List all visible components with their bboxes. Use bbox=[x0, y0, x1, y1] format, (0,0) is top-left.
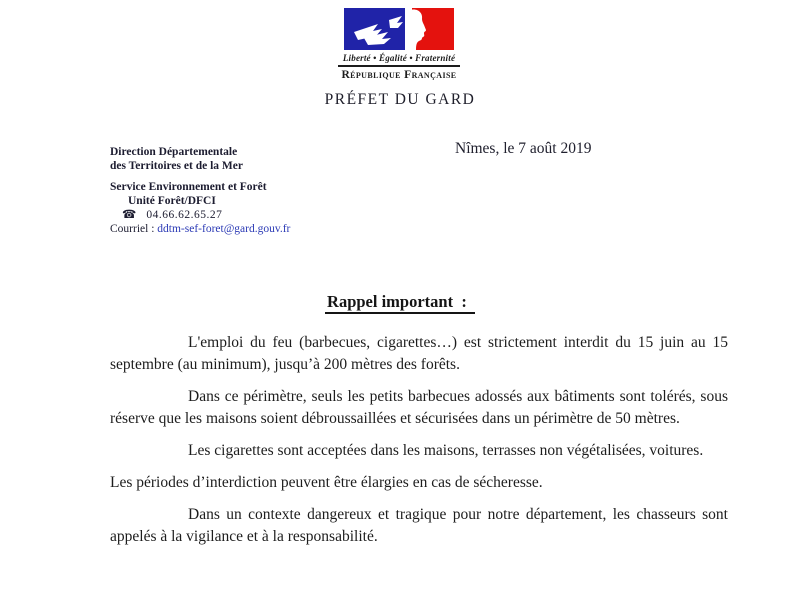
sender-direction-line2: des Territoires et de la Mer bbox=[110, 160, 243, 172]
letter-dateline: Nîmes, le 7 août 2019 bbox=[455, 140, 592, 157]
body-paragraph: Les périodes d’interdiction peuvent être élargies en cas de sécheresse. bbox=[110, 474, 543, 491]
sender-unit: Unité Forêt/DFCI bbox=[128, 195, 216, 207]
body-paragraph: Les cigarettes sont acceptées dans les maisons, terrasses non végétalisées, voitures. bbox=[188, 442, 704, 459]
sender-email-line bbox=[110, 223, 290, 235]
sender-phone-number: 04.66.62.65.27 bbox=[146, 209, 223, 221]
body-paragraph: L'emploi du feu (barbecues, cigarettes…) est strictement interdit du 15 juin au 15 septembre (au minimum), jusqu’à 200 mètres des forêts. bbox=[110, 334, 728, 373]
logo-divider bbox=[338, 65, 460, 67]
email-label: Courriel : bbox=[110, 223, 155, 235]
letter-body bbox=[110, 332, 728, 558]
body-paragraph: Dans ce périmètre, seuls les petits barbecues adossés aux bâtiments sont tolérés, sous réserve que les maisons soient débroussaillées et sécurisées dans un périmètre de 50 mètres. bbox=[110, 388, 728, 427]
email-link[interactable]: ddtm-sef-foret@gard.gouv.fr bbox=[157, 223, 291, 235]
letter-title bbox=[0, 292, 800, 312]
marianne-flag-icon bbox=[344, 8, 454, 50]
letter-title-text: Rappel important : bbox=[325, 292, 475, 314]
sender-service: Service Environnement et Forêt bbox=[110, 181, 267, 193]
phone-icon: ☎ bbox=[122, 209, 137, 221]
sender-block bbox=[110, 145, 290, 236]
logo-motto: Liberté • Égalité • Fraternité bbox=[342, 53, 456, 63]
body-paragraph: Dans un contexte dangereux et tragique pour notre département, les chasseurs sont appelés à la vigilance et à la responsabilité. bbox=[110, 506, 728, 545]
logo-republic-name: République Française bbox=[341, 69, 457, 81]
sender-direction-line1: Direction Départementale bbox=[110, 146, 238, 158]
prefecture-title: PRÉFET DU GARD bbox=[324, 91, 476, 108]
sender-phone-line bbox=[110, 208, 290, 222]
republique-francaise-logo bbox=[338, 8, 460, 81]
